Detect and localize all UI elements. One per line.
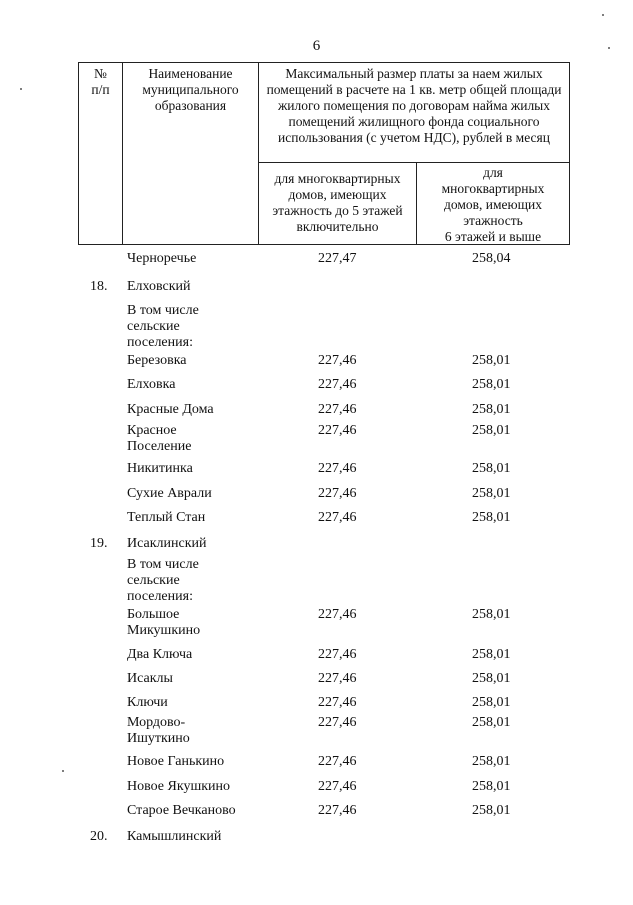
- row-value-6-plus: 258,01: [472, 695, 511, 710]
- page-number: 6: [312, 38, 321, 54]
- scan-speck: [20, 88, 22, 90]
- row-value-6-plus: 258,01: [472, 754, 511, 769]
- row-value-up-to-5: 227,46: [318, 510, 357, 525]
- row-name: В том числе сельские поселения:: [127, 303, 199, 350]
- row-name: Камышлинский: [127, 829, 222, 844]
- table-header: [78, 62, 570, 245]
- row-value-up-to-5: 227,46: [318, 461, 357, 476]
- row-value-6-plus: 258,01: [472, 803, 511, 818]
- row-name: Теплый Стан: [127, 510, 206, 525]
- row-value-6-plus: 258,01: [472, 423, 511, 438]
- scan-speck: [608, 47, 610, 49]
- scan-speck: [602, 14, 604, 16]
- header-price-up-to-5-floors: для многоквартирных домов, имеющих этажность до 5 этажей включительно: [259, 163, 417, 244]
- row-name: Исаклинский: [127, 536, 207, 551]
- row-value-6-plus: 258,01: [472, 715, 511, 730]
- row-value-up-to-5: 227,46: [318, 423, 357, 438]
- row-name: Новое Якушкино: [127, 779, 231, 794]
- row-value-6-plus: 258,01: [472, 461, 511, 476]
- row-value-up-to-5: 227,46: [318, 377, 357, 392]
- row-value-6-plus: 258,01: [472, 671, 511, 686]
- row-name: Старое Вечканово: [127, 803, 236, 818]
- row-value-up-to-5: 227,46: [318, 715, 357, 730]
- row-name: Никитинка: [127, 461, 193, 476]
- row-name: Елховка: [127, 377, 176, 392]
- row-name: Сухие Аврали: [127, 486, 212, 501]
- row-number: 18.: [90, 279, 108, 294]
- row-value-6-plus: 258,01: [472, 779, 511, 794]
- row-value-up-to-5: 227,46: [318, 754, 357, 769]
- header-name-column: Наименование муниципального образования: [123, 63, 259, 244]
- row-number: 20.: [90, 829, 108, 844]
- header-number-column: № п/п: [79, 63, 123, 244]
- row-name: Два Ключа: [127, 647, 193, 662]
- row-name: Черноречье: [127, 251, 197, 266]
- scan-speck: [62, 770, 64, 772]
- row-value-6-plus: 258,01: [472, 510, 511, 525]
- row-value-6-plus: 258,01: [472, 402, 511, 417]
- row-value-up-to-5: 227,46: [318, 647, 357, 662]
- row-value-6-plus: 258,01: [472, 647, 511, 662]
- row-name: Большое Микушкино: [127, 607, 201, 638]
- row-value-up-to-5: 227,46: [318, 353, 357, 368]
- row-number: 19.: [90, 536, 108, 551]
- row-value-6-plus: 258,01: [472, 353, 511, 368]
- row-name: Новое Ганькино: [127, 754, 225, 769]
- row-name: Березовка: [127, 353, 187, 368]
- row-value-up-to-5: 227,46: [318, 803, 357, 818]
- row-value-6-plus: 258,04: [472, 251, 511, 266]
- row-name: В том числе сельские поселения:: [127, 557, 199, 604]
- row-name: Исаклы: [127, 671, 173, 686]
- row-value-up-to-5: 227,46: [318, 671, 357, 686]
- row-value-up-to-5: 227,47: [318, 251, 357, 266]
- row-name: Красное Поселение: [127, 423, 192, 454]
- row-value-6-plus: 258,01: [472, 377, 511, 392]
- row-name: Мордово- Ишуткино: [127, 715, 190, 746]
- row-value-up-to-5: 227,46: [318, 607, 357, 622]
- row-name: Ключи: [127, 695, 168, 710]
- row-value-up-to-5: 227,46: [318, 695, 357, 710]
- row-value-6-plus: 258,01: [472, 486, 511, 501]
- row-value-6-plus: 258,01: [472, 607, 511, 622]
- header-price-6-floors-and-above: для многоквартирных домов, имеющих этажность 6 этажей и выше: [441, 165, 545, 244]
- row-value-up-to-5: 227,46: [318, 402, 357, 417]
- row-name: Красные Дома: [127, 402, 214, 417]
- header-price-column: Максимальный размер платы за наем жилых помещений в расчете на 1 кв. метр общей площади жилого помещения по договорам найма жилых помещений жилищного фонда социального использования (с учетом НДС), рублей в месяц: [259, 63, 569, 163]
- row-name: Елховский: [127, 279, 191, 294]
- row-value-up-to-5: 227,46: [318, 779, 357, 794]
- row-value-up-to-5: 227,46: [318, 486, 357, 501]
